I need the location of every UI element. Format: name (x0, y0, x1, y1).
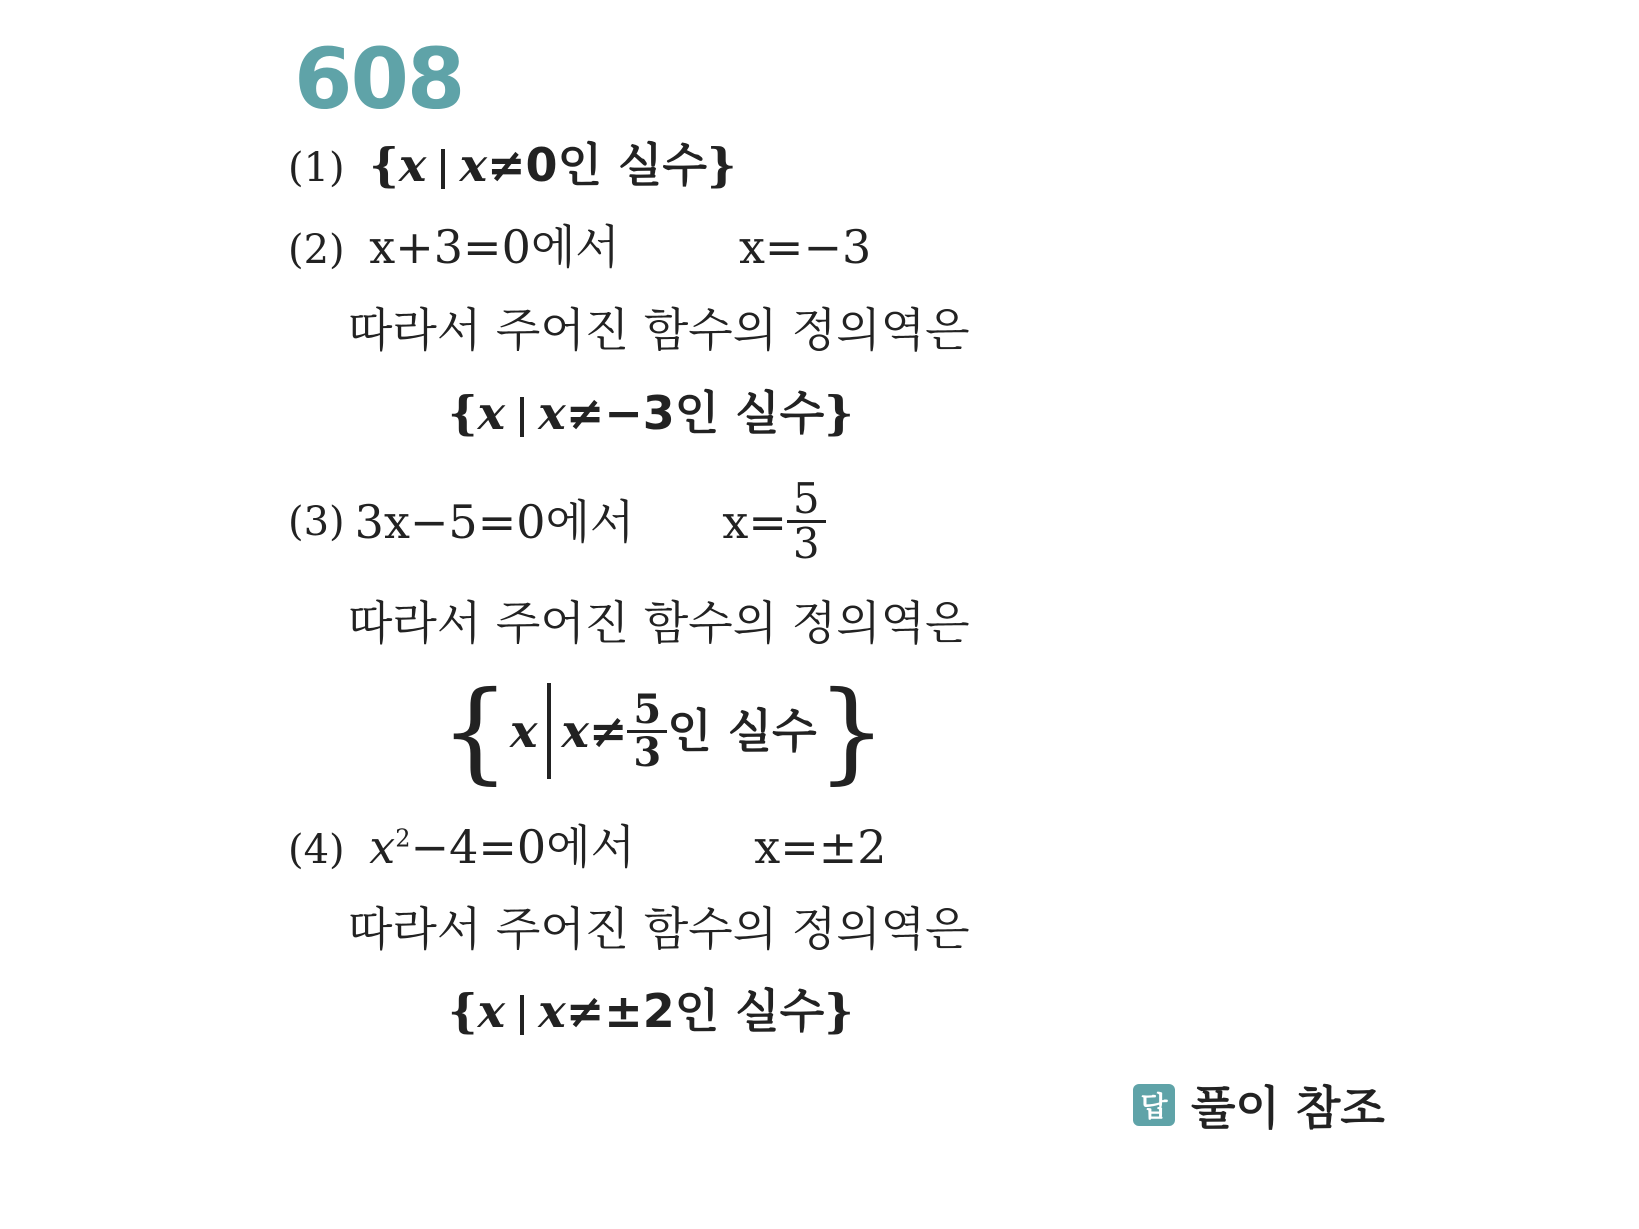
part4-label: (4) (288, 827, 345, 873)
fraction-numerator: 5 (627, 690, 667, 733)
part2-label: (2) (288, 227, 345, 273)
part3-text: 따라서 주어진 함수의 정의역은 (348, 596, 970, 650)
part3-solution-fraction (787, 474, 826, 568)
set-divider (547, 683, 551, 779)
fraction-denominator: 3 (633, 728, 662, 776)
problem-number: 608 (294, 30, 464, 128)
part2-equation: x+3=0에서 (369, 220, 620, 274)
part4-exponent: 2 (395, 824, 411, 853)
part1-var: x (398, 138, 427, 192)
part4-cond: ≠±2인 실수 (565, 984, 825, 1038)
part2-solution: x=−3 (738, 220, 872, 274)
part4-equation-rest: −4=0에서 (410, 820, 636, 874)
part3-solution-lhs: x= (722, 494, 787, 549)
part1-cond-var: x (459, 138, 488, 192)
fraction-numerator: 5 (787, 478, 826, 523)
part4-set-open: { (448, 984, 478, 1038)
answer-badge: 답 (1133, 1084, 1175, 1126)
part3-cond-var: x (561, 704, 589, 758)
part3-domain (440, 667, 887, 795)
part3-set-open: { (440, 667, 510, 795)
part2-equation-line (288, 220, 872, 274)
part1-set-close: } (706, 138, 737, 192)
part1-set-open: { (369, 138, 399, 192)
part3-label: (3) (288, 498, 345, 545)
set-divider (441, 149, 445, 189)
part4-var: x (477, 984, 506, 1038)
set-divider (520, 995, 524, 1035)
part3-cond-tail: 인 실수 (667, 704, 817, 758)
part2-var: x (477, 386, 506, 440)
part4-set-close: } (824, 984, 854, 1038)
part3-var: x (510, 704, 538, 758)
set-divider (520, 397, 524, 437)
part4-domain (448, 984, 854, 1038)
part3-set-close: } (816, 667, 887, 795)
part2-domain (448, 386, 854, 440)
part2-set-close: } (824, 386, 854, 440)
part2-text: 따라서 주어진 함수의 정의역은 (348, 303, 970, 357)
part3-neq: ≠ (588, 704, 628, 758)
part1-label: (1) (288, 145, 345, 191)
part4-solution: x=±2 (754, 820, 887, 874)
part4-equation-line (288, 820, 887, 874)
part4-text: 따라서 주어진 함수의 정의역은 (348, 902, 970, 956)
part2-cond: ≠−3인 실수 (565, 386, 825, 440)
part1-line (288, 138, 737, 192)
part1-cond: ≠0인 실수 (487, 138, 707, 192)
fraction-denominator: 3 (792, 519, 820, 568)
part3-equation-line (288, 474, 826, 568)
part4-cond-var: x (538, 984, 566, 1038)
part3-cond-fraction (627, 685, 667, 776)
part2-set-open: { (448, 386, 478, 440)
answer (1133, 1072, 1385, 1138)
answer-text: 풀이 참조 (1191, 1081, 1385, 1135)
part3-equation: 3x−5=0에서 (354, 494, 635, 549)
part2-cond-var: x (538, 386, 566, 440)
part4-equation-var: x (369, 820, 396, 874)
